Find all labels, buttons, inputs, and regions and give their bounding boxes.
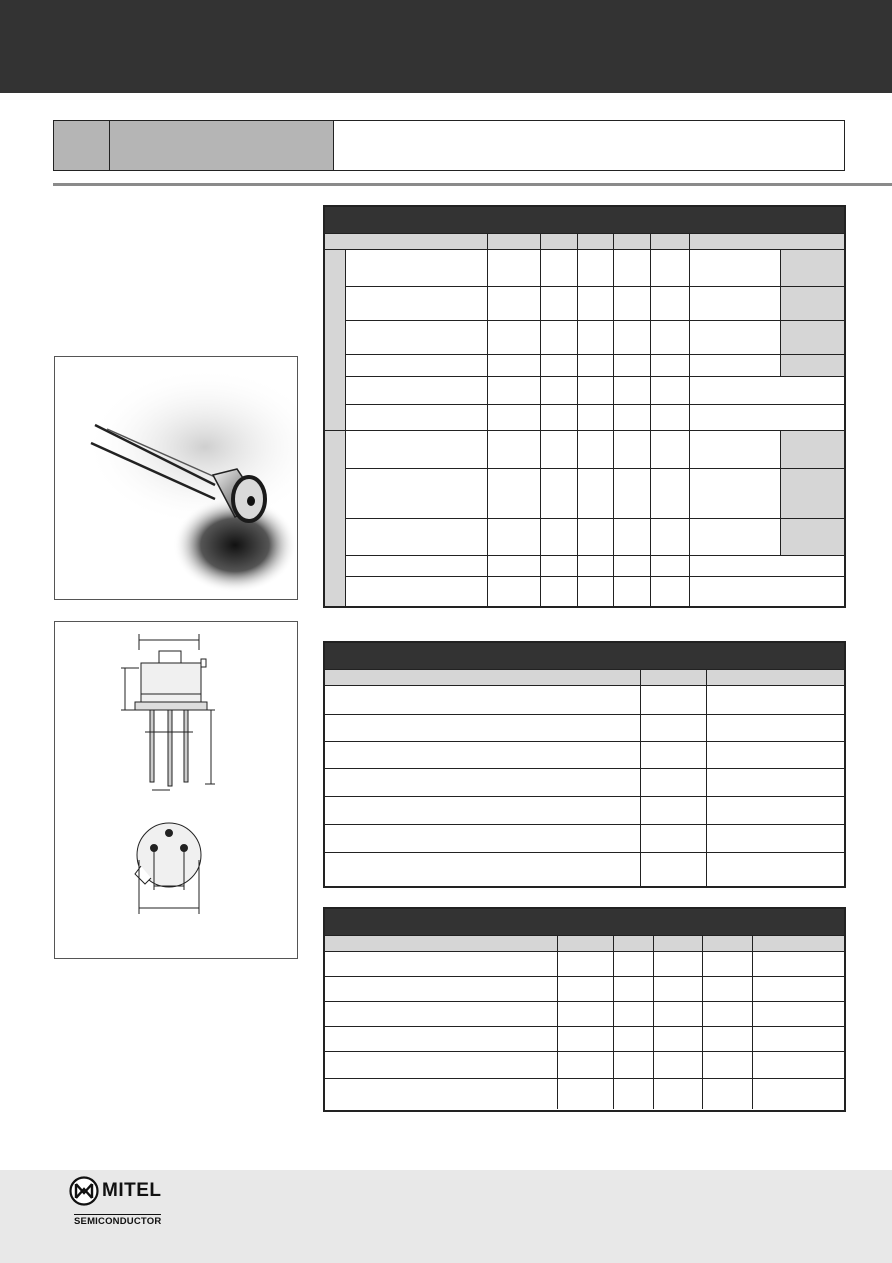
electrical-table xyxy=(323,907,846,1112)
mitel-logo xyxy=(69,1176,162,1206)
package-outline-drawing xyxy=(54,621,298,959)
title-block xyxy=(53,120,845,171)
characteristics-table-header xyxy=(325,207,844,233)
table-row xyxy=(346,431,844,469)
title-block-cell-number xyxy=(54,121,110,170)
section-divider xyxy=(53,183,892,186)
ratings-table xyxy=(323,641,846,888)
table-row xyxy=(346,405,844,431)
table-row xyxy=(325,825,844,853)
mitel-logo-mark-icon xyxy=(69,1176,99,1206)
table-row xyxy=(346,556,844,577)
table-row xyxy=(325,1002,844,1027)
table-row xyxy=(325,952,844,977)
table-row xyxy=(325,742,844,769)
table-row xyxy=(346,355,844,377)
table-row xyxy=(325,715,844,742)
table-row xyxy=(325,686,844,715)
table-row xyxy=(346,287,844,321)
characteristics-column-headers xyxy=(325,233,844,250)
table-row xyxy=(346,577,844,606)
table-row xyxy=(346,519,844,556)
ratings-table-header xyxy=(325,643,844,669)
characteristics-group-column xyxy=(325,250,346,606)
title-block-cell-description xyxy=(334,121,844,170)
logo-wordmark: MITEL xyxy=(102,1180,162,1201)
table-row xyxy=(325,977,844,1002)
table-row xyxy=(346,321,844,355)
table-row xyxy=(325,853,844,886)
characteristics-table xyxy=(323,205,846,608)
ratings-column-headers xyxy=(325,669,844,686)
table-row xyxy=(325,1027,844,1052)
logo-subtitle: SEMICONDUCTOR xyxy=(74,1216,162,1227)
table-row xyxy=(325,1052,844,1079)
table-row xyxy=(346,469,844,519)
table-row xyxy=(325,797,844,825)
table-row xyxy=(346,250,844,287)
electrical-table-header xyxy=(325,909,844,935)
title-block-cell-part xyxy=(110,121,334,170)
table-row xyxy=(325,769,844,797)
electrical-column-headers xyxy=(325,935,844,952)
to-can-component-image xyxy=(55,357,298,600)
package-dimension-diagram xyxy=(55,622,299,960)
top-header-band xyxy=(0,0,892,93)
table-row xyxy=(325,1079,844,1109)
product-photo xyxy=(54,356,298,600)
table-row xyxy=(346,377,844,405)
